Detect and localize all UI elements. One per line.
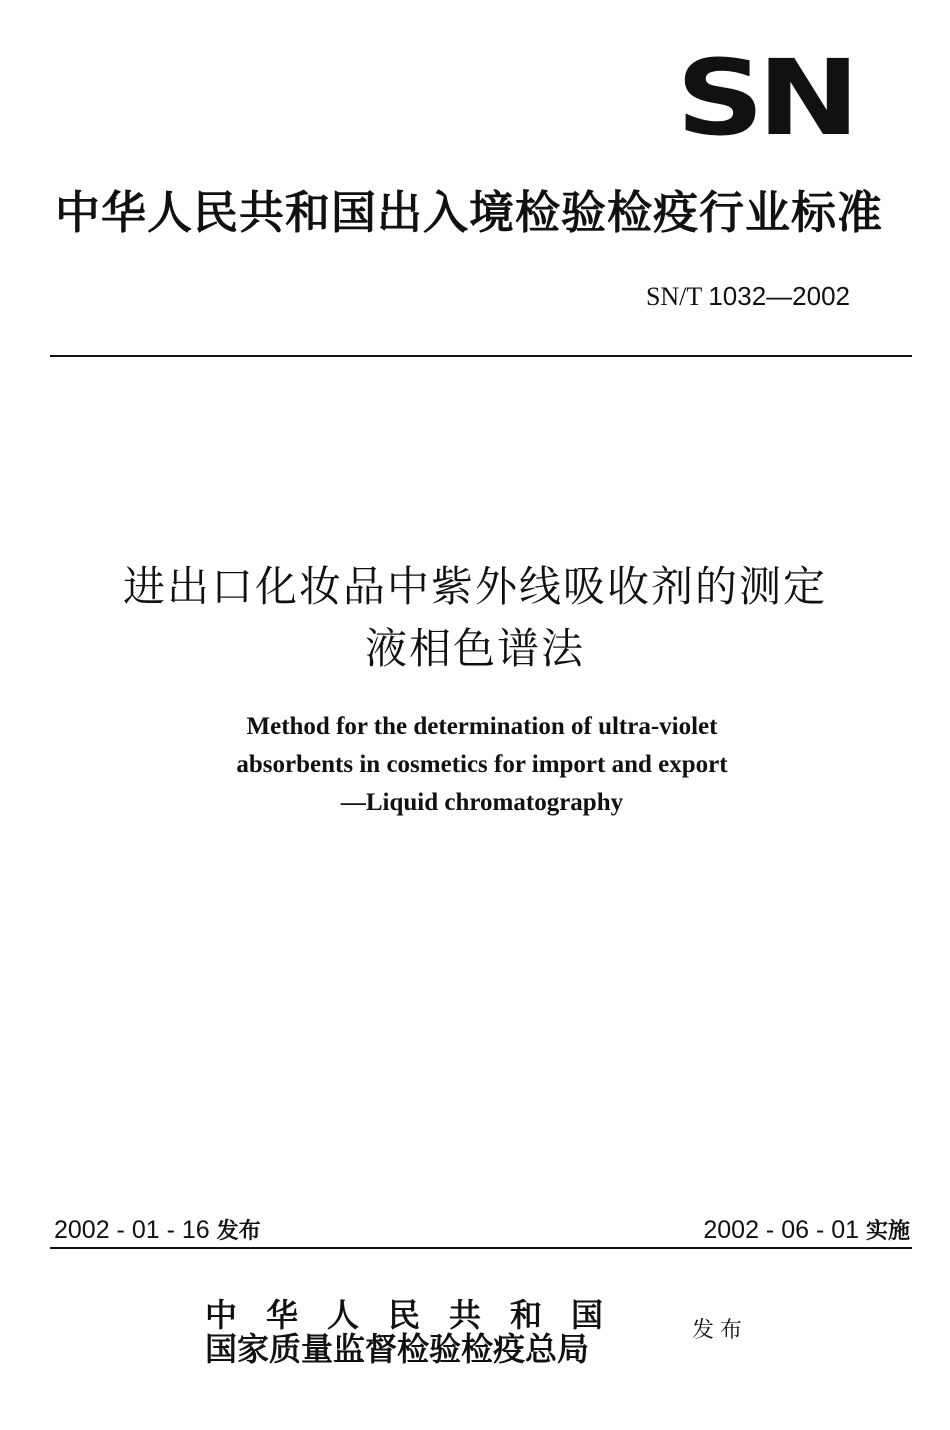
sn-logo: SN	[676, 37, 853, 159]
issue-label: 发布	[216, 1219, 261, 1244]
implement-date-block	[703, 1214, 910, 1248]
standard-code: 1032—2002	[708, 281, 850, 311]
chinese-title-line-2: 液相色谱法	[364, 624, 585, 673]
publisher-line-2: 国家质量监督检验检疫总局	[205, 1330, 590, 1368]
issue-date-block	[54, 1214, 261, 1248]
issue-date: 2002 - 01 - 16	[54, 1216, 210, 1244]
english-title-line-3: —Liquid chromatography	[340, 789, 624, 816]
top-divider	[50, 355, 912, 357]
chinese-title	[0, 556, 950, 680]
implement-label: 实施	[865, 1219, 910, 1244]
publisher-line-1: 中华人民共和国	[205, 1296, 633, 1334]
english-title-line-1: Method for the determination of ultra-violet	[246, 713, 718, 740]
standard-number	[646, 280, 850, 313]
standard-prefix: SN/T	[645, 282, 702, 311]
bottom-divider	[50, 1247, 912, 1249]
implement-date: 2002 - 06 - 01	[703, 1216, 860, 1244]
english-title	[0, 708, 950, 822]
industry-standard-title: 中华人民共和国出入境检验检疫行业标准	[55, 186, 884, 239]
chinese-title-line-1: 进出口化妆品中紫外线吸收剂的测定	[122, 562, 827, 611]
publisher-block	[205, 1298, 632, 1366]
english-title-line-2: absorbents in cosmetics for import and export	[236, 751, 728, 778]
publish-action: 发布	[692, 1318, 749, 1343]
